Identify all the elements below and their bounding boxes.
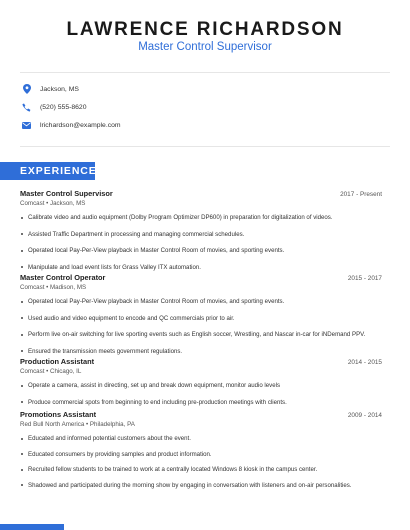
phone-icon [22,102,31,112]
location-text: Jackson, MS [40,85,79,93]
email-text: lrichardson@example.com [40,121,121,129]
candidate-title: Master Control Supervisor [138,41,272,53]
job-title: Promotions Assistant [20,410,97,419]
job-company: Comcast • Jackson, MS [20,200,86,207]
section-heading-experience: EXPERIENCE [0,162,95,180]
job-company: Red Bull North America • Philadelphia, PA [20,421,135,428]
job-bullet: Used audio and video equipment to encode and QC commercials prior to air. [20,314,382,331]
job-title: Master Control Operator [20,273,106,282]
job-entry [20,410,382,496]
job-bullet: Perform live on-air switching for live sporting events such as English soccer, Wrestling, and Nascar in-car for iNDemand PPV. [20,330,382,347]
candidate-name: LAWRENCE RICHARDSON [66,19,344,40]
job-bullet: Operate a camera, assist in directing, set up and break down equipment, monitor audio levels [20,381,382,398]
job-bullet: Manipulate and load event lists for Grass Valley ITX automation. [20,263,382,280]
job-bullet: Recruited fellow students to be trained to work at a centrally located Windows 8 kiosk in the campus center. [20,465,382,481]
job-bullet: Produce commercial spots from beginning to end including pre-production meetings with clients. [20,398,382,415]
job-bullet: Assisted Traffic Department in processing and managing commercial schedules. [20,230,382,247]
phone-text: (520) 555-8620 [40,103,87,111]
contact-divider [20,146,390,147]
contact-location [22,82,382,96]
email-icon [22,120,31,130]
job-dates: 2009 - 2014 [347,412,382,419]
job-entry [20,357,382,414]
header-divider [20,72,390,73]
contact-email [22,118,382,132]
next-section-bar [0,524,64,530]
job-bullet: Educated and informed potential customers about the event. [20,434,382,450]
job-title: Production Assistant [20,357,95,366]
job-bullet: Operated local Pay-Per-View playback in Master Control Room of movies, and sporting events. [20,246,382,263]
job-dates: 2017 - Present [340,191,382,198]
location-pin-icon [22,84,31,94]
job-bullet: Operated local Pay-Per-View playback in Master Control Room of movies, and sporting events. [20,297,382,314]
job-company: Comcast • Chicago, IL [20,368,82,375]
job-bullet: Calibrate video and audio equipment (Dolby Program Optimizer DP600) in preparation for digitalization of videos. [20,213,382,230]
job-entry [20,189,382,279]
job-entry [20,273,382,363]
job-bullet: Shadowed and participated during the morning show by engaging in conversation with listeners and on-air personalities. [20,481,382,497]
job-dates: 2015 - 2017 [347,275,382,282]
contact-phone [22,100,382,114]
job-bullet: Ensured the transmission meets government regulations. [20,347,382,364]
job-company: Comcast • Madison, MS [20,284,87,291]
job-title: Master Control Supervisor [20,189,113,198]
job-bullet: Educated consumers by providing samples and product information. [20,450,382,466]
job-dates: 2014 - 2015 [347,359,382,366]
